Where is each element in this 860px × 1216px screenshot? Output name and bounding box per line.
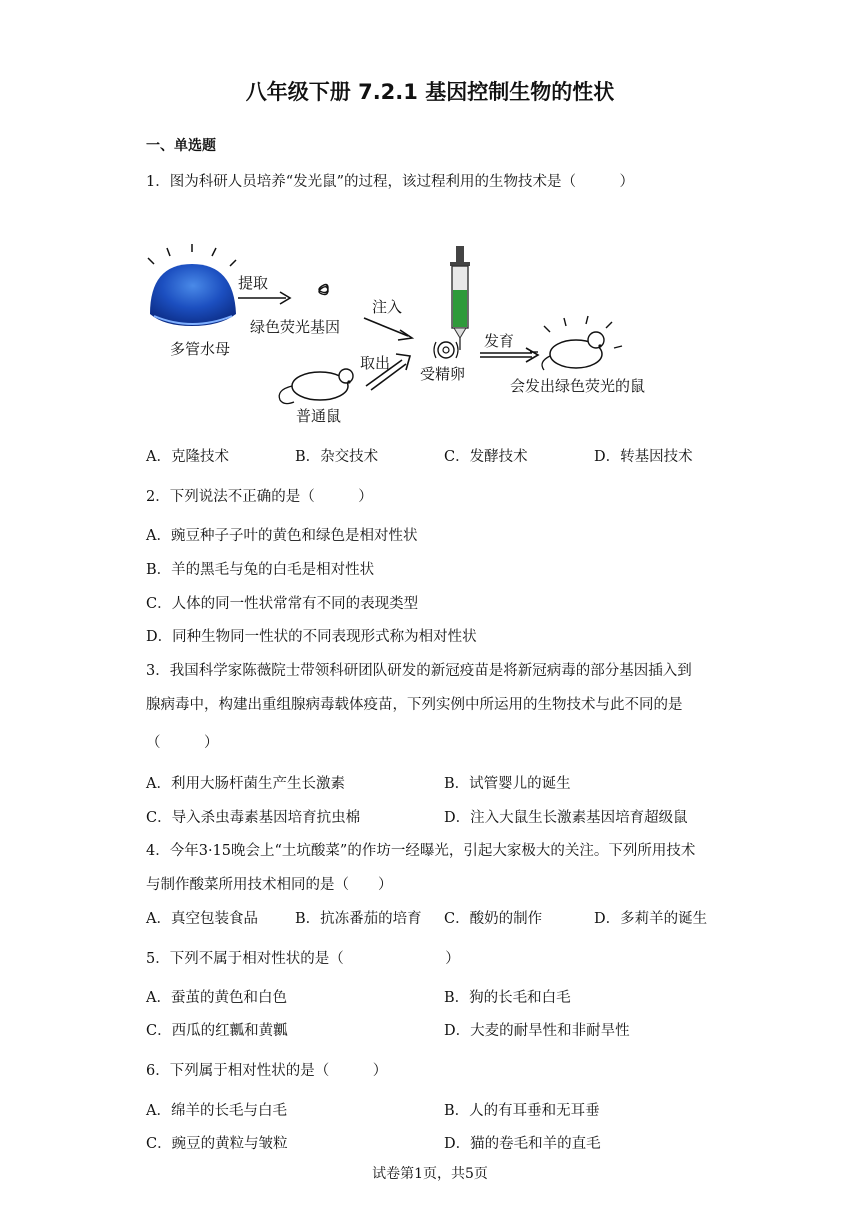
page-title: 八年级下册 7.2.1 基因控制生物的性状	[245, 80, 615, 104]
q6-option-a[interactable]: A．绵羊的长毛与白毛	[146, 1103, 287, 1119]
q3-option-a[interactable]: A．利用大肠杆菌生产生长激素	[146, 776, 345, 792]
q6-option-d[interactable]: D．猫的卷毛和羊的直毛	[444, 1136, 601, 1152]
transgenic-mouse-figure	[140, 236, 680, 428]
question-3-line-2: 腺病毒中，构建出重组腺病毒载体疫苗，下列实例中所运用的生物技术与此不同的是	[146, 697, 683, 713]
syringe-image	[450, 246, 470, 350]
q2-option-d[interactable]: D．同种生物同一性状的不同表现形式称为相对性状	[146, 629, 477, 645]
q1-option-b[interactable]: B．杂交技术	[295, 449, 379, 465]
label-jellyfish: 多管水母	[170, 340, 231, 358]
page-footer: 试卷第1页，共5页	[372, 1166, 488, 1182]
q5-option-c[interactable]: C．西瓜的红瓤和黄瓤	[146, 1023, 288, 1039]
question-5-text: 5．下列不属于相对性状的是（ ）	[146, 951, 460, 967]
label-glowing-mouse: 会发出绿色荧光的鼠	[510, 377, 646, 395]
glowing-mouse-image	[530, 316, 622, 370]
fertilized-egg-icon	[434, 342, 458, 358]
question-3-line-1: 3．我国科学家陈薇院士带领科研团队研发的新冠疫苗是将新冠病毒的部分基因插入到	[146, 663, 692, 679]
q2-option-a[interactable]: A．豌豆种子子叶的黄色和绿色是相对性状	[146, 528, 418, 544]
section-heading: 一、单选题	[146, 138, 216, 154]
q4-option-b[interactable]: B．抗冻番茄的培育	[295, 911, 422, 927]
arrow-extract	[238, 292, 290, 304]
question-4-line-2: 与制作酸菜所用技术相同的是（ ）	[146, 877, 393, 893]
question-6-text: 6．下列属于相对性状的是（ ）	[146, 1063, 388, 1079]
label-gene: 绿色荧光基因	[250, 318, 341, 336]
q5-option-d[interactable]: D．大麦的耐旱性和非耐旱性	[444, 1023, 630, 1039]
q1-option-a[interactable]: A．克隆技术	[146, 449, 229, 465]
arrow-develop	[480, 348, 538, 362]
label-take-out: 取出	[360, 354, 391, 372]
question-1-text: 1．图为科研人员培养“发光鼠”的过程，该过程利用的生物技术是（ ）	[146, 174, 635, 190]
q5-option-a[interactable]: A．蚕茧的黄色和白色	[146, 990, 287, 1006]
gene-coil-icon	[319, 284, 328, 294]
q1-option-c[interactable]: C．发酵技术	[444, 449, 528, 465]
q4-option-d[interactable]: D．多莉羊的诞生	[594, 911, 708, 927]
question-3-line-3: （ ）	[146, 735, 219, 751]
label-develop: 发育	[484, 332, 515, 350]
q4-option-a[interactable]: A．真空包装食品	[146, 911, 258, 927]
label-extract: 提取	[238, 274, 269, 292]
ordinary-mouse-image	[279, 369, 353, 404]
jellyfish-image	[148, 244, 236, 326]
q3-option-d[interactable]: D．注入大鼠生长激素基因培育超级鼠	[444, 810, 688, 826]
q6-option-b[interactable]: B．人的有耳垂和无耳垂	[444, 1103, 600, 1119]
q4-option-c[interactable]: C．酸奶的制作	[444, 911, 543, 927]
arrow-inject	[364, 318, 412, 340]
q2-option-c[interactable]: C．人体的同一性状常常有不同的表现类型	[146, 596, 419, 612]
question-2-text: 2．下列说法不正确的是（ ）	[146, 489, 373, 505]
q3-option-b[interactable]: B．试管婴儿的诞生	[444, 776, 571, 792]
label-inject: 注入	[372, 298, 403, 316]
label-fertilized-egg: 受精卵	[420, 365, 466, 383]
q1-option-d[interactable]: D．转基因技术	[594, 449, 693, 465]
q5-option-b[interactable]: B．狗的长毛和白毛	[444, 990, 571, 1006]
q3-option-c[interactable]: C．导入杀虫毒素基因培育抗虫棉	[146, 810, 361, 826]
question-4-line-1: 4．今年3·15晚会上“土坑酸菜”的作坊一经曝光，引起大家极大的关注。下列所用技术	[146, 843, 696, 859]
label-ordinary-mouse: 普通鼠	[296, 407, 342, 425]
q2-option-b[interactable]: B．羊的黑毛与兔的白毛是相对性状	[146, 562, 375, 578]
q6-option-c[interactable]: C．豌豆的黄粒与皱粒	[146, 1136, 288, 1152]
